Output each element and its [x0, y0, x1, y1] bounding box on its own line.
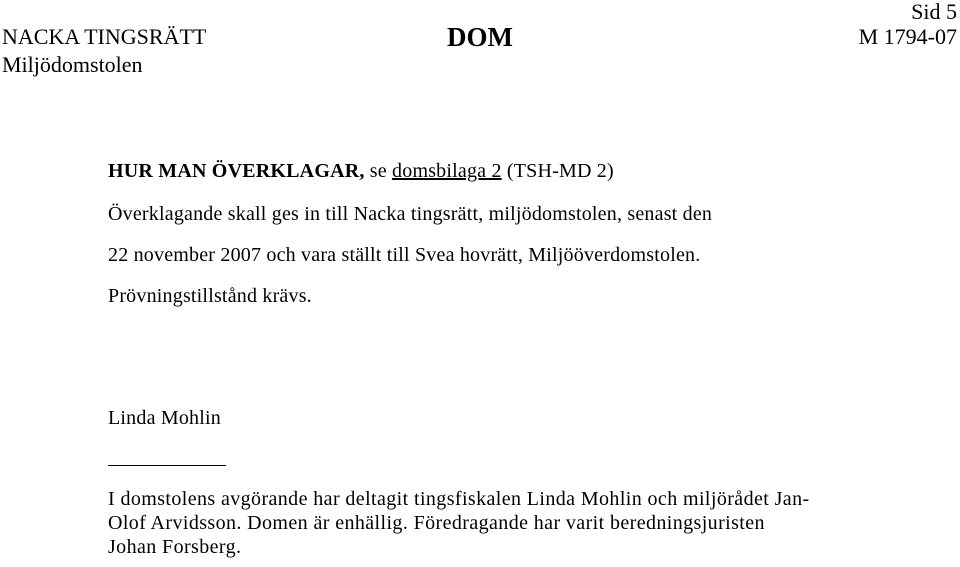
appeal-heading-title: HUR MAN ÖVERKLAGAR,	[108, 160, 365, 182]
page-number: Sid 5	[911, 0, 957, 24]
appeal-instruction-line: Prövningstillstånd krävs.	[108, 285, 312, 307]
document-type: DOM	[447, 22, 513, 52]
attachment-link[interactable]: domsbilaga 2	[392, 160, 502, 182]
footer-text-line: Johan Forsberg.	[108, 536, 242, 558]
appeal-heading	[108, 160, 614, 182]
court-department: Miljödomstolen	[2, 52, 143, 77]
footer-text-line: Olof Arvidsson. Domen är enhällig. Föredragande har varit beredningsjuristen	[108, 512, 765, 534]
appeal-instruction-line: 22 november 2007 och vara ställt till Svea hovrätt, Miljööverdomstolen.	[108, 244, 701, 266]
appeal-heading-prefix: se	[364, 160, 393, 182]
appeal-instruction-line: Överklagande skall ges in till Nacka tingsrätt, miljödomstolen, senast den	[108, 203, 713, 225]
signer-name: Linda Mohlin	[108, 407, 221, 429]
court-name: NACKA TINGSRÄTT	[2, 24, 207, 49]
signature-line	[108, 465, 226, 466]
appeal-heading-suffix: (TSH-MD 2)	[501, 160, 614, 182]
footer-text-line: I domstolens avgörande har deltagit tingsfiskalen Linda Mohlin och miljörådet Jan-	[108, 488, 810, 510]
case-number: M 1794-07	[858, 24, 957, 49]
